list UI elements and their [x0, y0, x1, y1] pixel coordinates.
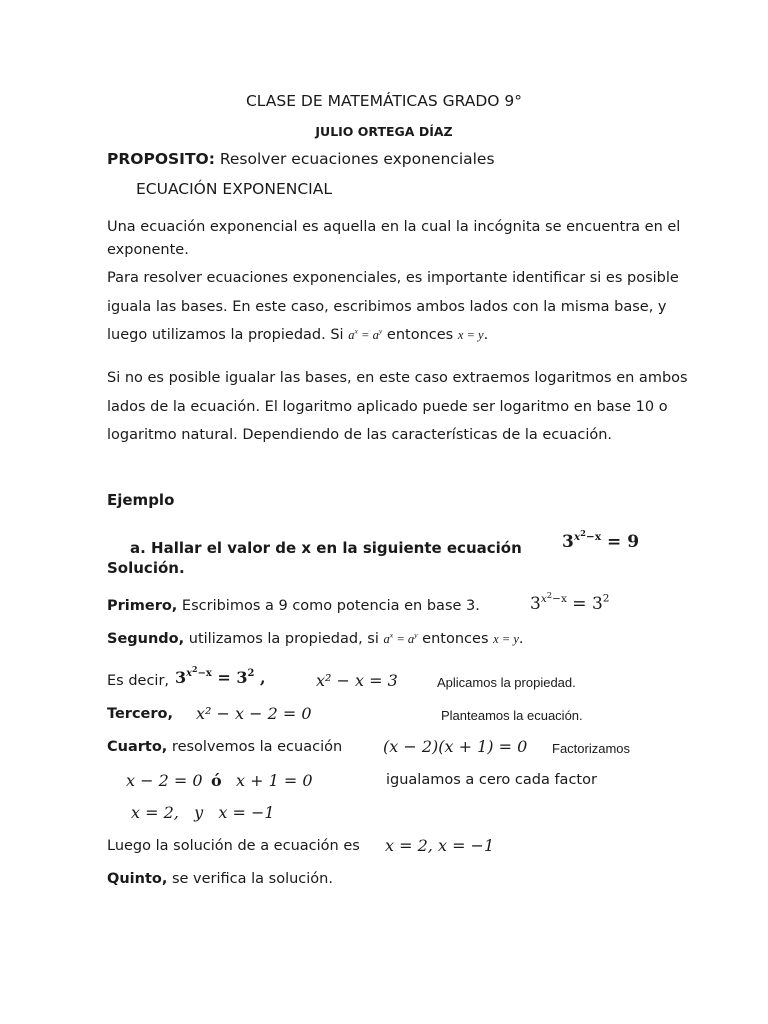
step-6: Quinto, se verifica la solución.: [107, 871, 333, 887]
step-5-note: Factorizamos: [552, 741, 631, 756]
factor-or: ó: [211, 771, 222, 790]
property-result: x = y: [457, 328, 484, 342]
step-5-equation: (x − 2)(x + 1) = 0: [383, 737, 528, 756]
step-1-equation: $3^{x^2-x} = 3^2$: [530, 589, 610, 614]
solution-label: Solución.: [107, 559, 185, 577]
purpose-label: PROPOSITO:: [107, 150, 215, 168]
section-heading: ECUACIÓN EXPONENCIAL: [136, 180, 332, 198]
step-3-note: Aplicamos la propiedad.: [437, 675, 576, 690]
example-heading: Ejemplo: [107, 491, 175, 509]
roots-equation: x = 2, y x = −1: [131, 803, 275, 822]
property-formula: $a^x = a^y$: [348, 326, 383, 342]
example-item-label: a. Hallar el valor de x en la siguiente ecuación: [130, 539, 522, 557]
step-5: Cuarto, resolvemos la ecuación: [107, 739, 343, 755]
step-2-property: $a^x = a^y$: [383, 630, 418, 646]
step-3-equation-1: $3^{x^2-x} = 3^2$ ,: [175, 665, 266, 687]
intro-p2-then: entonces: [382, 327, 458, 343]
factor-left: x − 2 = 0: [126, 771, 203, 790]
intro-paragraph-2: Para resolver ecuaciones exponenciales, es importante identificar si es posible iguala las bases. En este caso, escribimos ambos lados con la misma base, y luego utilizamos la propiedad. Si $a^x = a^y$ entonces x = y.: [107, 270, 679, 343]
intro-p2-text: Para resolver ecuaciones exponenciales, es importante identificar si es posible iguala las bases. En este caso, escribimos ambos lados con la misma base, y luego utilizamos la propiedad. Si: [107, 270, 679, 343]
factor-note: igualamos a cero cada factor: [386, 772, 597, 788]
conclusion-text: Luego la solución de a ecuación es: [107, 838, 360, 854]
author-name: JULIO ORTEGA DÍAZ: [315, 124, 453, 139]
step-4-label: Tercero,: [107, 706, 174, 722]
intro-paragraph-3: Si no es posible igualar las bases, en este caso extraemos logaritmos en ambos lados de la ecuación. El logaritmo aplicado puede ser logaritmo en base 10 o logaritmo natural. Dependiendo de las características de la ecuación.: [107, 370, 688, 443]
purpose-line: [107, 150, 495, 168]
step-3-equation-2: x² − x = 3: [316, 671, 398, 690]
step-3: Es decir,: [107, 673, 170, 689]
step-2: Segundo, utilizamos la propiedad, si $a^x = a^y$ entonces x = y.: [107, 630, 524, 647]
step-4-equation: x² − x − 2 = 0: [196, 704, 312, 723]
step-1: Primero, Escribimos a 9 como potencia en base 3.: [107, 598, 480, 614]
step-4-note: Planteamos la ecuación.: [441, 708, 583, 723]
example-equation: $3^{x^2-x} = 9$: [562, 527, 640, 552]
intro-paragraph-1: Una ecuación exponencial es aquella en la cual la incógnita se encuentra en el exponente.: [107, 219, 681, 258]
page-title: CLASE DE MATEMÁTICAS GRADO 9°: [245, 92, 523, 110]
conclusion-equation: x = 2, x = −1: [385, 836, 495, 855]
factor-right: x + 1 = 0: [236, 771, 313, 790]
purpose-text: Resolver ecuaciones exponenciales: [214, 150, 495, 168]
